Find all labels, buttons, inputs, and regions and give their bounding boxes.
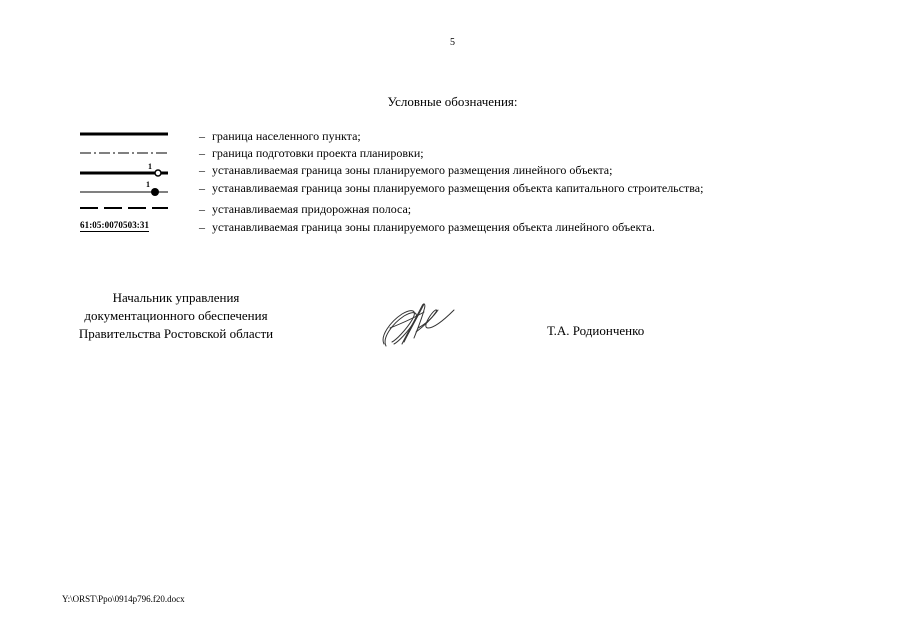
file-path: Y:\ORST\Ppo\0914p796.f20.docx	[62, 594, 185, 604]
legend-dash: –	[199, 146, 205, 160]
legend-dash: –	[199, 129, 205, 143]
segment-label: 1	[146, 180, 150, 189]
legend-dash: –	[199, 202, 205, 216]
legend-dash: –	[199, 163, 205, 177]
legend-item-text: устанавливаемая граница зоны планируемого размещения объекта капитального строительства;	[212, 181, 704, 195]
signer-position-line: документационного обеспечения	[84, 308, 268, 323]
legend-dash: –	[199, 181, 205, 195]
page-number: 5	[450, 37, 455, 48]
legend-item-text: граница населенного пункта;	[212, 129, 361, 143]
legend-title: Условные обозначения:	[387, 94, 518, 109]
signer-position	[60, 289, 292, 343]
legend-item-text: устанавливаемая граница зоны планируемого размещения линейного объекта;	[212, 163, 613, 177]
handwritten-signature	[378, 298, 460, 355]
cadastral-number-label: 61:05:0070503:31	[80, 220, 150, 230]
legend-dash: –	[199, 220, 205, 234]
signer-position-line: Правительства Ростовской области	[78, 326, 274, 341]
legend-item-text: устанавливаемая придорожная полоса;	[212, 202, 412, 216]
signer-position-line: Начальник управления	[112, 290, 240, 305]
signer-name: Т.А. Родионченко	[547, 323, 645, 338]
legend-item-text: устанавливаемая граница зоны планируемого размещения объекта линейного объекта.	[212, 220, 655, 234]
legend-item-text: граница подготовки проекта планировки;	[212, 146, 424, 160]
segment-label: 1	[148, 162, 152, 171]
